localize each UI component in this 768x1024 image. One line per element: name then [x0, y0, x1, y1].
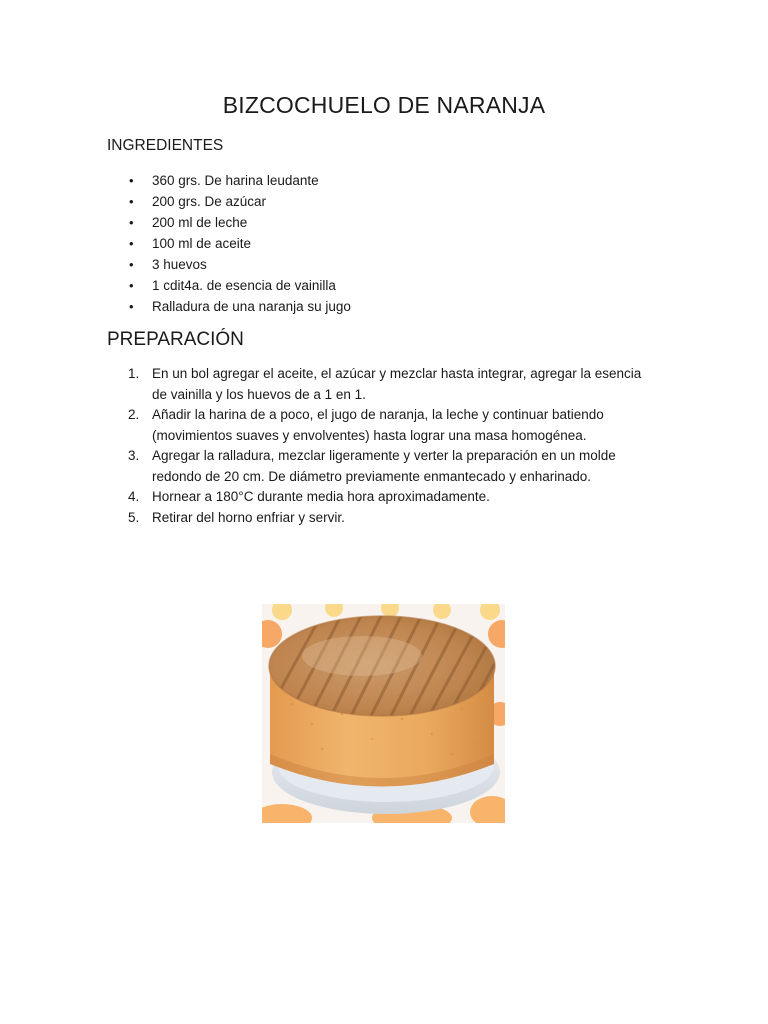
list-item — [0, 254, 351, 275]
bullet-icon: • — [129, 257, 134, 272]
step-item — [0, 446, 652, 487]
step-number: 3. — [128, 448, 140, 463]
bullet-icon: • — [129, 194, 134, 209]
step-item — [0, 364, 652, 405]
list-item — [0, 191, 351, 212]
ingredients-list — [0, 170, 351, 317]
step-item — [0, 487, 652, 508]
ingredient-text: 100 ml de aceite — [152, 236, 252, 251]
step-number: 4. — [128, 489, 140, 504]
step-item — [0, 405, 652, 446]
sponge-cake-illustration — [262, 604, 505, 823]
ingredients-heading: INGREDIENTES — [107, 137, 224, 154]
preparation-steps — [0, 364, 700, 528]
step-text: Añadir la harina de a poco, el jugo de naranja, la leche y continuar batiendo (movimientos suaves y envolventes) hasta lograr una masa homogénea. — [152, 407, 604, 443]
bullet-icon: • — [129, 236, 134, 251]
ingredient-text: 200 grs. De azúcar — [152, 194, 267, 209]
step-number: 5. — [128, 509, 140, 525]
step-text: Agregar la ralladura, mezclar ligeramente y verter la preparación en un molde redondo de 20 cm. De diámetro previamente enmantecado y enharinado. — [152, 448, 616, 484]
bullet-icon: • — [129, 299, 134, 314]
bullet-icon: • — [129, 278, 134, 293]
preparation-heading: PREPARACIÓN — [107, 329, 244, 350]
step-text: En un bol agregar el aceite, el azúcar y mezclar hasta integrar, agregar la esencia de vainilla y los huevos de a 1 en 1. — [152, 366, 642, 402]
list-item — [0, 212, 351, 233]
list-item — [0, 296, 351, 317]
ingredient-text: 200 ml de leche — [152, 215, 248, 230]
step-item — [0, 508, 652, 529]
ingredient-text: Ralladura de una naranja su jugo — [152, 299, 351, 314]
ingredient-text: 1 cdit4a. de esencia de vainilla — [152, 278, 336, 293]
bullet-icon: • — [129, 215, 134, 230]
list-item — [0, 233, 351, 254]
list-item — [0, 275, 351, 296]
ingredient-text: 3 huevos — [152, 257, 207, 272]
recipe-title: BIZCOCHUELO DE NARANJA — [222, 92, 546, 118]
step-number: 2. — [128, 407, 140, 422]
bullet-icon: • — [129, 173, 134, 188]
cake-photo — [262, 604, 505, 823]
step-text: Hornear a 180°C durante media hora aproximadamente. — [152, 489, 490, 504]
ingredient-text: 360 grs. De harina leudante — [152, 173, 319, 188]
step-text: Retirar del horno enfriar y servir. — [152, 509, 345, 525]
list-item — [0, 170, 351, 191]
step-number: 1. — [128, 366, 140, 381]
